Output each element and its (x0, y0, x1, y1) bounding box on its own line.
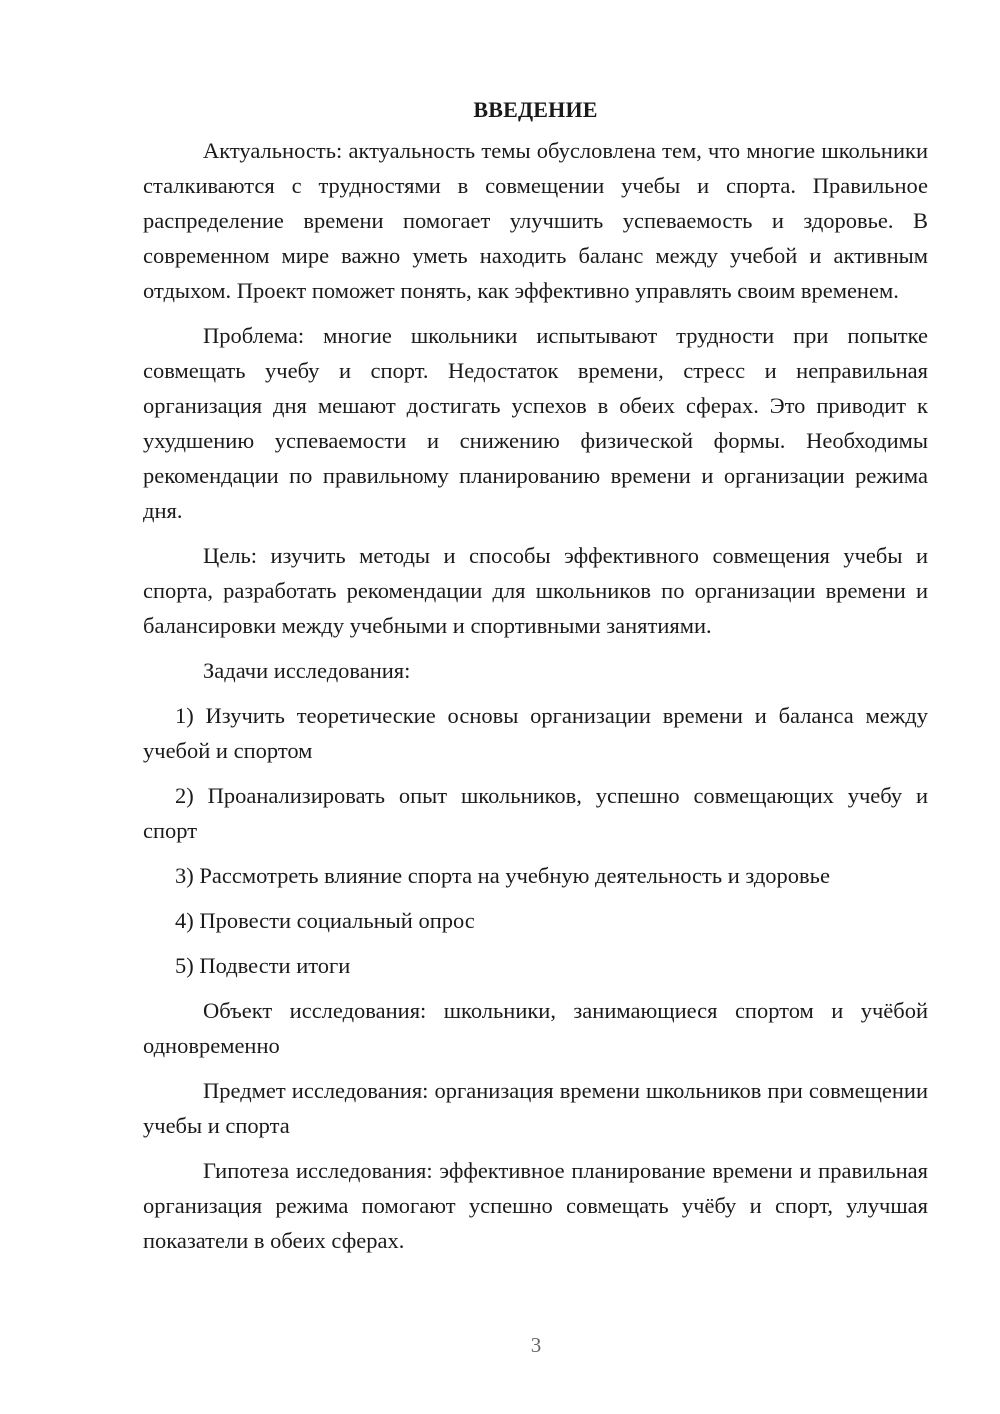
hypothesis-paragraph: Гипотеза исследования: эффективное планирование времени и правильная организация режима помогают успешно совмещать учёбу и спорт, улучшая показатели в обеих сферах. (143, 1158, 928, 1253)
page-content (143, 92, 928, 1268)
subject-paragraph: Предмет исследования: организация времени школьников при совмещении учебы и спорта (143, 1078, 928, 1138)
task-item: 1) Изучить теоретические основы организации времени и баланса между учебой и спортом (143, 703, 928, 763)
task-item: 5) Подвести итоги (175, 953, 351, 978)
problem-paragraph: Проблема: многие школьники испытывают трудности при попытке совмещать учебу и спорт. Недостаток времени, стресс и неправильная организация дня мешают достигать успехов в обеих сферах. Это приводит к ухудшению успеваемости и снижению физической формы. Необходимы рекомендации по правильному планированию времени и организации режима дня. (143, 323, 928, 523)
tasks-title: Задачи исследования: (203, 658, 411, 683)
goal-paragraph: Цель: изучить методы и способы эффективного совмещения учебы и спорта, разработать рекомендации для школьников по организации времени и балансировки между учебными и спортивными занятиями. (143, 543, 928, 638)
section-heading: ВВЕДЕНИЕ (473, 97, 598, 122)
tasks-list (143, 698, 928, 983)
relevance-paragraph: Актуальность: актуальность темы обусловлена тем, что многие школьники сталкиваются с трудностями в совмещении учебы и спорта. Правильное распределение времени помогает улучшить успеваемость и здоровье. В современном мире важно уметь находить баланс между учебой и активным отдыхом. Проект поможет понять, как эффективно управлять своим временем. (143, 138, 928, 303)
page-number: 3 (530, 1333, 542, 1357)
object-paragraph: Объект исследования: школьники, занимающиеся спортом и учёбой одновременно (143, 998, 928, 1058)
task-item: 3) Рассмотреть влияние спорта на учебную деятельность и здоровье (175, 863, 830, 888)
task-item: 2) Проанализировать опыт школьников, успешно совмещающих учебу и спорт (143, 783, 928, 843)
task-item: 4) Провести социальный опрос (175, 908, 475, 933)
